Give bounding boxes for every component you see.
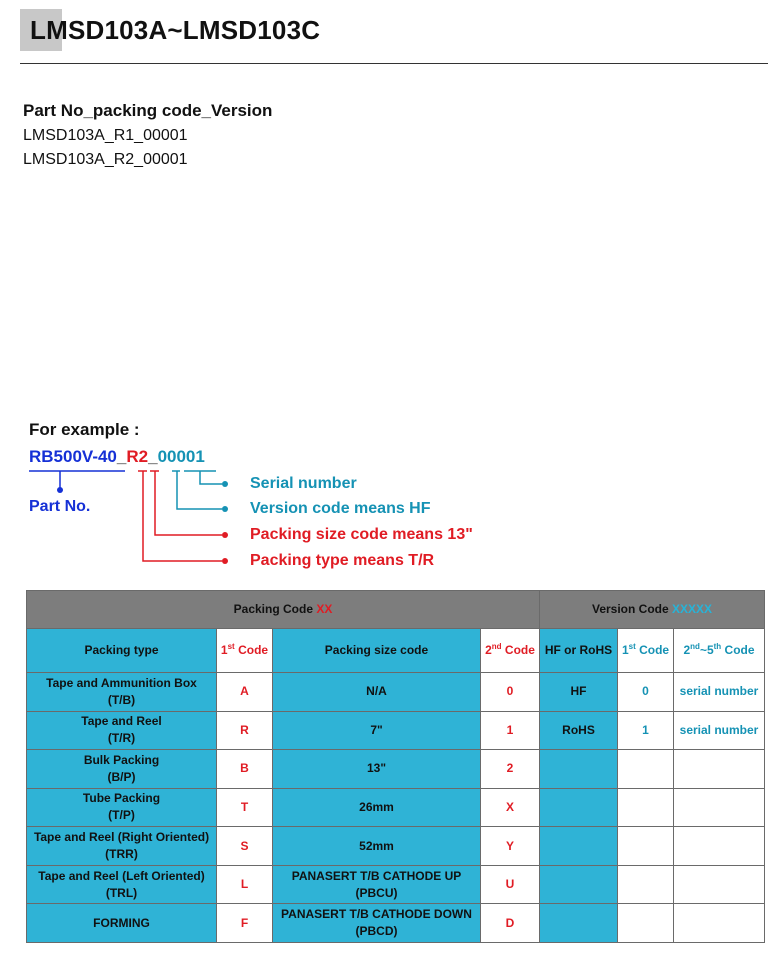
cell-second-code: 2 bbox=[481, 750, 540, 789]
serial-number-desc: Serial number bbox=[250, 475, 357, 492]
col-header-packing-size-code: Packing size code bbox=[273, 629, 481, 673]
cell-second-code: X bbox=[481, 788, 540, 827]
cell-hf-or-rohs bbox=[540, 750, 618, 789]
cell-first-code: S bbox=[217, 827, 273, 866]
page-title: LMSD103A~LMSD103C bbox=[30, 15, 321, 45]
cell-packing-type: Bulk Packing (B/P) bbox=[27, 750, 217, 789]
cell-version-first-code: 1 bbox=[618, 711, 674, 750]
cell-version-serial-code bbox=[674, 788, 765, 827]
version-code-dot bbox=[222, 506, 228, 512]
example-code-part: RB500V-40 bbox=[29, 447, 117, 466]
cell-hf-or-rohs: HF bbox=[540, 673, 618, 712]
cell-version-first-code: 0 bbox=[618, 673, 674, 712]
cell-packing-size: PANASERT T/B CATHODE DOWN (PBCD) bbox=[273, 904, 481, 943]
cell-first-code: R bbox=[217, 711, 273, 750]
packing-size-desc: Packing size code means 13" bbox=[250, 526, 473, 543]
cell-version-first-code bbox=[618, 788, 674, 827]
table-row bbox=[27, 904, 765, 943]
cell-packing-size: 13" bbox=[273, 750, 481, 789]
cell-version-serial-code: serial number bbox=[674, 711, 765, 750]
example-code-version: 00001 bbox=[157, 447, 205, 466]
cell-second-code: U bbox=[481, 865, 540, 904]
cell-packing-type: Tape and Reel (Left Oriented) (TRL) bbox=[27, 865, 217, 904]
cell-hf-or-rohs: RoHS bbox=[540, 711, 618, 750]
col-header-hf-or-rohs: HF or RoHS bbox=[540, 629, 618, 673]
col-header-second-code: 2nd Code bbox=[481, 629, 540, 673]
serial-number-dot bbox=[222, 481, 228, 487]
cell-packing-type: Tape and Reel (Right Oriented) (TRR) bbox=[27, 827, 217, 866]
cell-second-code: 0 bbox=[481, 673, 540, 712]
cell-packing-size: 26mm bbox=[273, 788, 481, 827]
version-code-group-header: Version Code XXXXX bbox=[540, 591, 765, 629]
cell-first-code: F bbox=[217, 904, 273, 943]
table-row bbox=[27, 673, 765, 712]
version-code-desc: Version code means HF bbox=[250, 500, 431, 517]
part-number-heading: Part No_packing code_Version bbox=[23, 101, 273, 120]
packing-type-desc: Packing type means T/R bbox=[250, 552, 435, 569]
table-row bbox=[27, 788, 765, 827]
cell-packing-type: Tube Packing (T/P) bbox=[27, 788, 217, 827]
col-header-first-code: 1st Code bbox=[217, 629, 273, 673]
col-header-packing-type: Packing type bbox=[27, 629, 217, 673]
version-code-xxxxx: XXXXX bbox=[672, 602, 713, 616]
cell-hf-or-rohs bbox=[540, 788, 618, 827]
table-row bbox=[27, 865, 765, 904]
part-number-line: LMSD103A_R2_00001 bbox=[23, 151, 188, 168]
cell-first-code: A bbox=[217, 673, 273, 712]
cell-packing-size: PANASERT T/B CATHODE UP (PBCU) bbox=[273, 865, 481, 904]
cell-first-code: T bbox=[217, 788, 273, 827]
cell-packing-size: 7" bbox=[273, 711, 481, 750]
example-code-separator: _ bbox=[116, 447, 127, 466]
example-heading: For example : bbox=[29, 420, 140, 439]
table-row bbox=[27, 827, 765, 866]
cell-version-first-code bbox=[618, 904, 674, 943]
table-row bbox=[27, 711, 765, 750]
cell-first-code: B bbox=[217, 750, 273, 789]
cell-version-first-code bbox=[618, 750, 674, 789]
part-number-bracket bbox=[29, 471, 125, 488]
part-number-line: LMSD103A_R1_00001 bbox=[23, 127, 188, 144]
cell-second-code: Y bbox=[481, 827, 540, 866]
table-group-header-row bbox=[27, 591, 765, 629]
cell-first-code: L bbox=[217, 865, 273, 904]
packing-type-dot bbox=[222, 558, 228, 564]
packing-code-group-header: Packing Code XX bbox=[27, 591, 540, 629]
part-number-dot bbox=[57, 487, 63, 493]
cell-version-serial-code bbox=[674, 865, 765, 904]
cell-version-serial-code bbox=[674, 904, 765, 943]
example-code-packing: R2 bbox=[126, 447, 149, 466]
cell-version-serial-code bbox=[674, 750, 765, 789]
version-callout-lines bbox=[172, 471, 222, 509]
part-number-label: Part No. bbox=[29, 498, 91, 515]
cell-second-code: D bbox=[481, 904, 540, 943]
cell-packing-size: 52mm bbox=[273, 827, 481, 866]
table-column-header-row bbox=[27, 629, 765, 673]
cell-hf-or-rohs bbox=[540, 865, 618, 904]
packing-code-xx: XX bbox=[316, 602, 333, 616]
packing-size-dot bbox=[222, 532, 228, 538]
cell-version-first-code bbox=[618, 865, 674, 904]
table-row bbox=[27, 750, 765, 789]
cell-packing-type: FORMING bbox=[27, 904, 217, 943]
col-header-version-first-code: 1st Code bbox=[618, 629, 674, 673]
example-code-separator: _ bbox=[148, 447, 158, 466]
cell-version-serial-code bbox=[674, 827, 765, 866]
cell-second-code: 1 bbox=[481, 711, 540, 750]
cell-version-first-code bbox=[618, 827, 674, 866]
cell-packing-size: N/A bbox=[273, 673, 481, 712]
packing-version-code-table bbox=[26, 590, 765, 943]
col-header-version-serial-code: 2nd~5th Code bbox=[674, 629, 765, 673]
cell-hf-or-rohs bbox=[540, 904, 618, 943]
cell-hf-or-rohs bbox=[540, 827, 618, 866]
cell-packing-type: Tape and Ammunition Box (T/B) bbox=[27, 673, 217, 712]
cell-version-serial-code: serial number bbox=[674, 673, 765, 712]
cell-packing-type: Tape and Reel (T/R) bbox=[27, 711, 217, 750]
